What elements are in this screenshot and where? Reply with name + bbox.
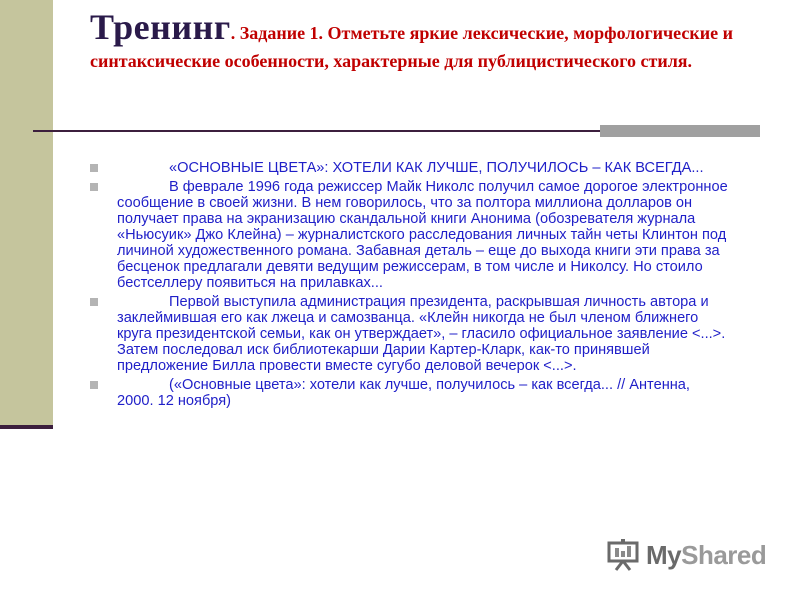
title-divider-block (600, 125, 760, 137)
slide-title (90, 7, 770, 76)
bullet-item (90, 294, 730, 374)
title-main: Тренинг (90, 7, 231, 47)
square-bullet-icon (90, 183, 98, 191)
left-decorative-band (0, 0, 53, 425)
bullet-item (90, 179, 730, 291)
left-band-rule (0, 425, 53, 429)
myshared-logo (606, 538, 766, 572)
title-task: . Задание 1. Отметьте яркие лексические, морфологические и синтаксические особенности, характерные для публицистического стиля. (90, 23, 733, 71)
square-bullet-icon (90, 164, 98, 172)
square-bullet-icon (90, 298, 98, 306)
bullet-list (90, 160, 730, 412)
bullet-item (90, 160, 730, 176)
logo-text: MyShared (646, 539, 767, 570)
title-divider (33, 130, 600, 132)
bullet-text: Первой выступила администрация президента, раскрывшая личность автора и заклеймившая его как лжеца и самозванца. «Клейн никогда не был членом ближнего круга президентской семьи, как он утверждает», – гласило официальное заявление <...>. Затем последовал иск библиотекарши Дарии Картер-Кларк, как-то принявшей предложение Билла провести вместе сугубо деловой вечерок <...>. (117, 294, 726, 374)
bullet-text: («Основные цвета»: хотели как лучше, получилось – как всегда... // Антенна, 2000. 12 ноября) (117, 377, 690, 409)
square-bullet-icon (90, 381, 98, 389)
bullet-text: В феврале 1996 года режиссер Майк Николс получил самое дорогое электронное сообщение в своей жизни. В нем говорилось, что за полтора миллиона долларов он получает права на экранизацию скандальной книги Анонима (обозревателя журнала «Ньюсуик» Джо Клейна) – журналистского расследования личных тайн четы Клинтон под личиной художественного романа. Забавная деталь – еще до выхода книги эти права за бесценок предлагали девяти ведущим режиссерам, в том числе и Николсу. Но стоило бестселлеру появиться на прилавках... (117, 179, 728, 291)
bullet-text: «ОСНОВНЫЕ ЦВЕТА»: ХОТЕЛИ КАК ЛУЧШЕ, ПОЛУЧИЛОСЬ – КАК ВСЕГДА... (169, 160, 704, 176)
bullet-item (90, 377, 730, 409)
presentation-board-icon (606, 538, 640, 572)
